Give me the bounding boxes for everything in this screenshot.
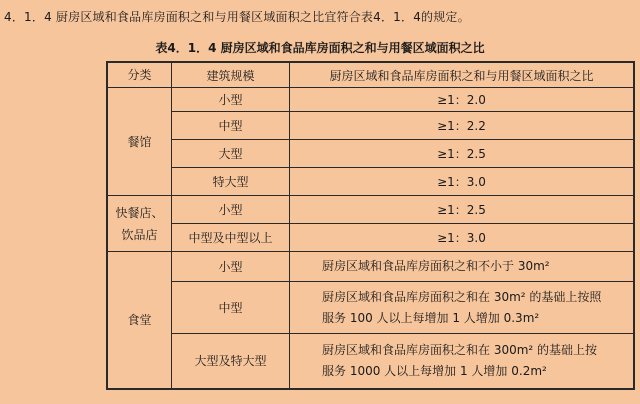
ratio-cell: ≥1：2.5 [290, 140, 635, 168]
scale-cell: 中型及中型以上 [172, 224, 290, 252]
ratio-cell: ≥1：2.5 [290, 196, 635, 224]
table-caption: 表4．1．4 厨房区域和食品库房面积之和与用餐区域面积之比 [155, 41, 485, 55]
area-ratio-table [106, 61, 635, 390]
ratio-cell: ≥1：3.0 [290, 168, 635, 196]
table-row [107, 334, 634, 389]
ratio-cell: ≥1：2.0 [290, 88, 635, 112]
scale-cell: 小型 [172, 88, 290, 112]
table-row [107, 140, 634, 168]
intro-text: 4．1．4 厨房区域和食品库房面积之和与用餐区域面积之比宜符合表4．1．4的规定。 [4, 10, 470, 24]
header-ratio: 厨房区域和食品库房面积之和与用餐区域面积之比 [290, 62, 635, 88]
table-row [107, 88, 634, 112]
group-label-restaurant: 餐馆 [107, 88, 172, 196]
table-row [107, 252, 634, 282]
requirement-cell [290, 334, 635, 389]
requirement-cell [290, 252, 635, 282]
scale-cell: 小型 [172, 196, 290, 224]
table-row [107, 282, 634, 334]
ratio-cell: ≥1：3.0 [290, 224, 635, 252]
group-label-fastfood [107, 196, 172, 252]
header-category: 分类 [107, 62, 172, 88]
group-label-canteen: 食堂 [107, 252, 172, 389]
scale-cell: 大型及特大型 [172, 334, 290, 389]
table-row [107, 112, 634, 140]
requirement-line1: 厨房区域和食品库房面积之和不小于 30m² [322, 259, 550, 273]
scale-cell: 特大型 [172, 168, 290, 196]
requirement-line2: 服务 1000 人以上每增加 1 人增加 0.2m² [322, 363, 547, 378]
table-row [107, 168, 634, 196]
header-scale: 建筑规模 [172, 62, 290, 88]
group-label-fastfood-line2: 饮品店 [121, 227, 158, 242]
requirement-cell [290, 282, 635, 334]
requirement-line1: 厨房区域和食品库房面积之和在 30m² 的基础上按照 [322, 289, 602, 304]
requirement-line2: 服务 100 人以上每增加 1 人增加 0.3m² [322, 310, 540, 325]
table-row [107, 196, 634, 224]
table-header-row [107, 62, 634, 88]
table-row [107, 224, 634, 252]
requirement-line1: 厨房区域和食品库房面积之和在 300m² 的基础上按 [322, 342, 598, 357]
scale-cell: 大型 [172, 140, 290, 168]
scale-cell: 中型 [172, 112, 290, 140]
group-label-fastfood-line1: 快餐店、 [115, 205, 164, 220]
scale-cell: 中型 [172, 282, 290, 334]
scale-cell: 小型 [172, 252, 290, 282]
ratio-cell: ≥1：2.2 [290, 112, 635, 140]
